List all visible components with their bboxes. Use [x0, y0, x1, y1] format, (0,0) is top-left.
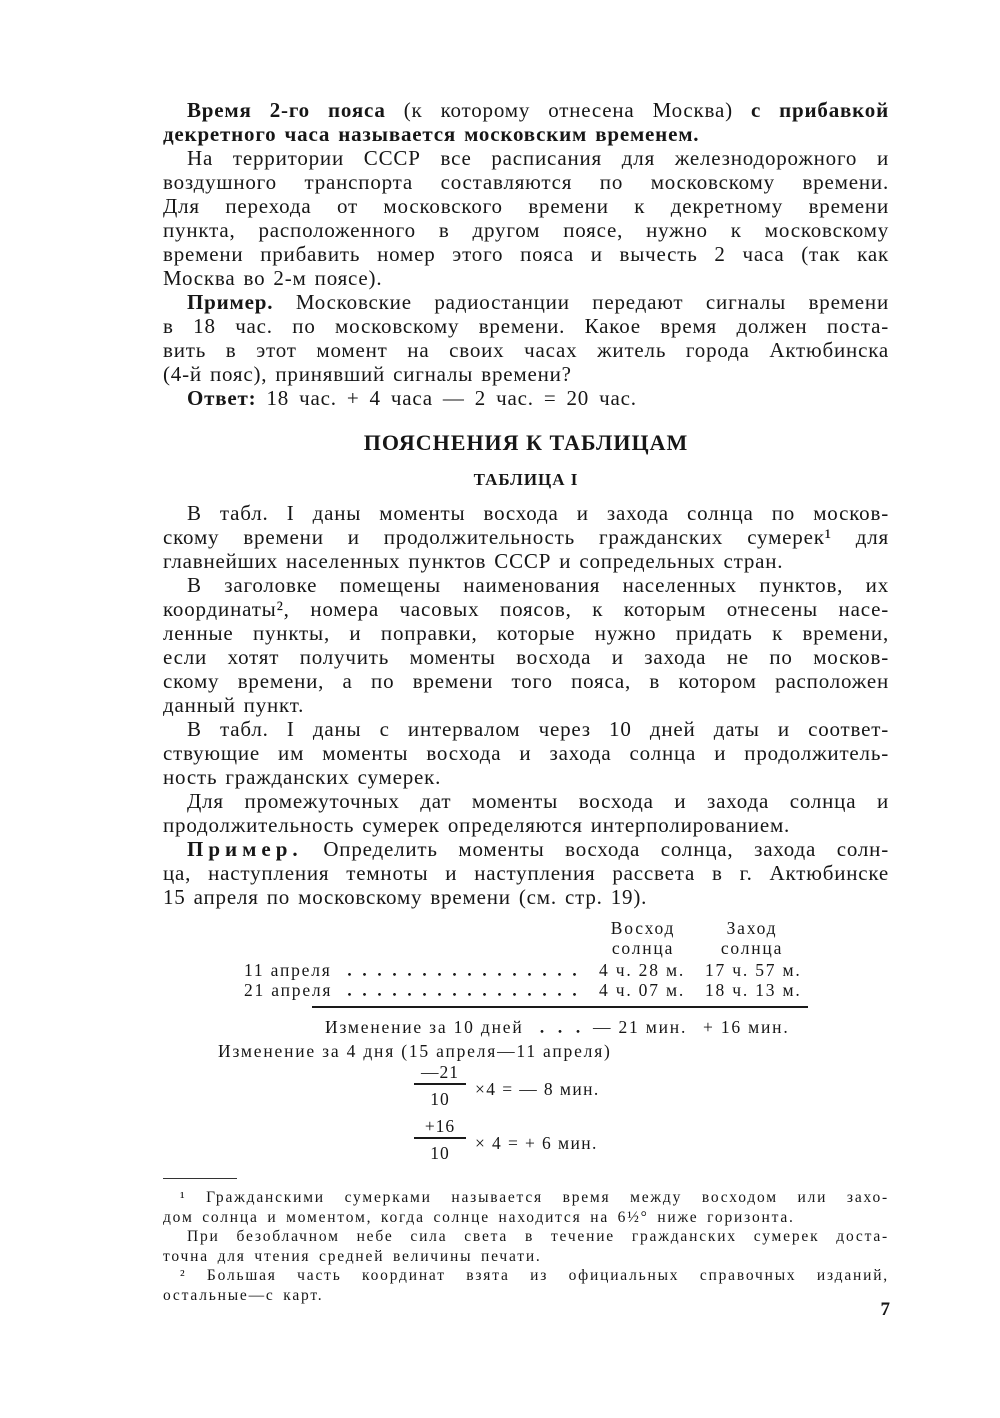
- fraction-bar: [414, 1083, 466, 1085]
- text-line: данный пункт.: [163, 693, 305, 717]
- change-label-cell: [325, 1017, 587, 1037]
- row-date-cell: [244, 960, 584, 980]
- sunset-time: 18 ч. 13 м.: [705, 980, 802, 1000]
- row-date-cell: [244, 980, 584, 1000]
- text-line: ца, наступления темноты и наступления рассвета в г. Актюбинске: [163, 861, 889, 885]
- text-line: Для перехода от московского времени к декретному времени: [163, 194, 889, 218]
- text-line: (4-й пояс), принявший сигналы времени?: [163, 362, 572, 386]
- sunset-change: + 16 мин.: [703, 1017, 790, 1037]
- change-10-days-row: [0, 1017, 1000, 1037]
- example-label: Пример.: [187, 837, 303, 861]
- leader-dots: [533, 1017, 583, 1037]
- text-line: скому времени, а по времени того пояса, в котором расположен: [163, 669, 889, 693]
- text-line: продолжительность сумерек определяются интерполированием.: [163, 813, 791, 837]
- page-number: 7: [880, 1299, 890, 1320]
- text-line: [163, 386, 889, 410]
- column-header-line: солнца: [720, 938, 784, 958]
- column-header-line: Восход: [610, 918, 676, 938]
- column-header-sunrise: [588, 918, 698, 958]
- sum-rule: [312, 1006, 808, 1008]
- text-line: ность гражданских сумерек.: [163, 765, 442, 789]
- text-line: На территории СССР все расписания для железнодорожного и: [187, 146, 889, 170]
- column-header-sunset: [697, 918, 807, 958]
- sunrise-time: 4 ч. 28 м.: [599, 960, 686, 980]
- text-line: ленные пункты, и поправки, которые нужно придать к времени,: [163, 621, 889, 645]
- sunset-fraction-calc: [413, 1115, 598, 1164]
- footnotes: [163, 1188, 889, 1306]
- text-line: если хотят получить моменты восхода и захода не по москов-: [163, 645, 889, 669]
- bold-term: Время 2-го пояса: [187, 98, 386, 122]
- text-line: ствующие им моменты восхода и захода солнца и продолжитель-: [163, 741, 889, 765]
- text-line: воздушного транспорта составляются по московскому времени.: [163, 170, 889, 194]
- text-line: главнейших населенных пунктов СССР и сопредельных стран.: [163, 549, 784, 573]
- text-line: [163, 837, 889, 861]
- change-4-days-label: Изменение за 4 дня (15 апреля—11 апреля): [218, 1041, 612, 1061]
- text-line: Москва во 2-м поясе).: [163, 266, 383, 290]
- leader-dots: [342, 980, 580, 1000]
- fraction-numerator: +16: [424, 1116, 456, 1136]
- footnote-line: ¹ Гражданскими сумерками называется время между восходом или захо-: [180, 1189, 889, 1206]
- text-line: В табл. I даны моменты восхода и захода солнца по москов-: [187, 501, 889, 525]
- plain-text: (к которому отнесена Москва): [403, 98, 733, 122]
- sunset-time: 17 ч. 57 м.: [705, 960, 802, 980]
- fraction-denominator: 10: [430, 1142, 450, 1163]
- text-line: скому времени и продолжительность гражданских сумерек¹ для: [163, 525, 889, 549]
- fraction-numerator: —21: [421, 1062, 459, 1082]
- footnote-line: точна для чтения средней величины печати.: [163, 1247, 542, 1265]
- footnote-line: При безоблачном небе сила света в течение гражданских сумерек доста-: [187, 1228, 889, 1246]
- text-line: координаты², номера часовых поясов, к которым отнесены насе-: [163, 597, 889, 621]
- plain-text: Московские радиостанции передают сигналы времени: [295, 290, 889, 314]
- sunrise-time: 4 ч. 07 м.: [599, 980, 686, 1000]
- answer-label: Ответ:: [187, 386, 257, 410]
- row-date: 21 апреля: [244, 980, 333, 1000]
- text-line: вить в этот момент на своих часах житель города Актюбинска: [163, 338, 889, 362]
- sunrise-change: — 21 мин.: [593, 1017, 688, 1037]
- fraction-bar: [414, 1137, 466, 1139]
- row-date: 11 апреля: [244, 960, 332, 980]
- footnote-line: ² Большая часть координат взята из официальных справочных изданий,: [180, 1267, 889, 1285]
- answer-text: 18 час. + 4 часа — 2 час. = 20 час.: [266, 386, 637, 410]
- text-line: 15 апреля по московскому времени (см. стр. 19).: [163, 885, 648, 909]
- text-line: времени прибавить номер этого пояса и вычесть 2 часа (так как: [163, 242, 889, 266]
- example-label: Пример.: [187, 290, 274, 314]
- footnote-line: остальные—с карт.: [163, 1286, 324, 1304]
- text-line: декретного часа называется московским временем.: [163, 122, 700, 146]
- text-line: Для промежуточных дат моменты восхода и захода солнца и: [187, 789, 889, 813]
- change-label: Изменение за 10 дней: [325, 1017, 524, 1037]
- fraction-result: ×4 = — 8 мин.: [475, 1078, 600, 1099]
- text-line: [163, 290, 889, 314]
- data-row: [0, 980, 1000, 1000]
- fraction-result: × 4 = + 6 мин.: [475, 1132, 598, 1153]
- fraction: [413, 1061, 467, 1110]
- footnote-line: дом солнца и моментом, когда солнце находится на 6½° ниже горизонта.: [163, 1208, 795, 1226]
- moscow-time-section: [163, 98, 889, 410]
- text-line: В заголовке помещены наименования населенных пунктов, их: [187, 573, 889, 597]
- table-explanation-section: [163, 501, 889, 909]
- text-line: В табл. I даны с интервалом через 10 дней даты и соответ-: [187, 717, 889, 741]
- fraction-denominator: 10: [430, 1088, 450, 1109]
- data-row: [0, 960, 1000, 980]
- column-header-line: Заход: [726, 918, 778, 938]
- leader-dots: [342, 960, 580, 980]
- footnote-separator: [163, 1178, 237, 1179]
- table-subheading: ТАБЛИЦА I: [473, 470, 579, 489]
- sunrise-fraction-calc: [413, 1061, 600, 1110]
- plain-text: Определить моменты восхода солнца, захода солн-: [323, 837, 889, 861]
- text-line: в 18 час. по московскому времени. Какое время должен поста-: [163, 314, 889, 338]
- fraction: [413, 1115, 467, 1164]
- text-line: пункта, расположенного в другом поясе, нужно к московскому: [163, 218, 889, 242]
- bold-term: с прибавкой: [750, 98, 889, 122]
- section-heading: ПОЯСНЕНИЯ К ТАБЛИЦАМ: [363, 430, 689, 455]
- column-header-line: солнца: [611, 938, 675, 958]
- text-line: [163, 98, 889, 122]
